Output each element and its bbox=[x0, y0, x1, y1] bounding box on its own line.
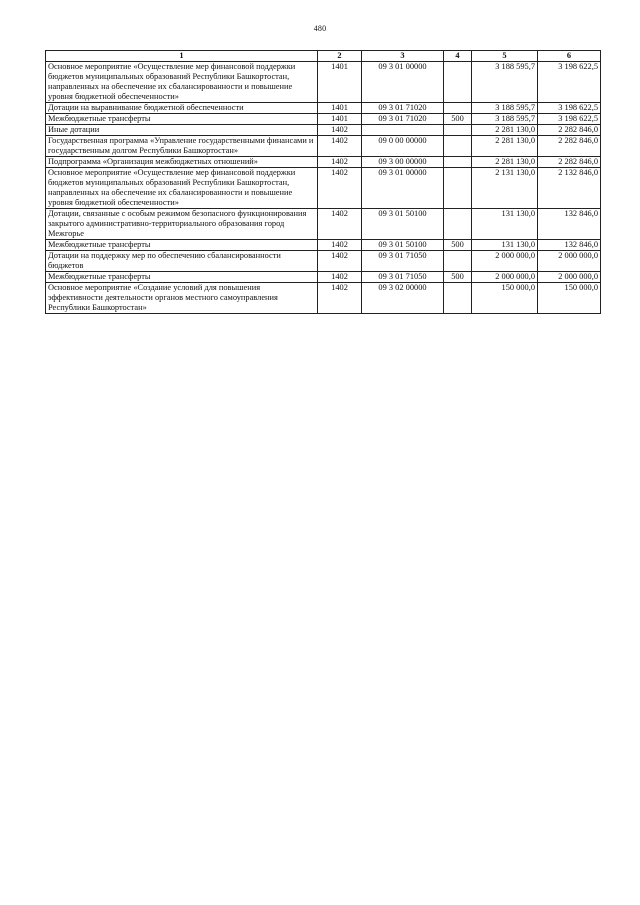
table-row bbox=[46, 125, 601, 136]
table-row bbox=[46, 103, 601, 114]
row-value-1: 2 281 130,0 bbox=[472, 136, 538, 157]
row-value-2: 132 846,0 bbox=[538, 209, 601, 240]
row-value-2: 132 846,0 bbox=[538, 240, 601, 251]
row-target: 09 3 02 00000 bbox=[362, 283, 444, 314]
row-target: 09 3 00 00000 bbox=[362, 157, 444, 168]
row-value-2: 2 000 000,0 bbox=[538, 272, 601, 283]
table-row bbox=[46, 114, 601, 125]
table-row bbox=[46, 272, 601, 283]
column-header: 4 bbox=[444, 51, 472, 62]
row-name: Подпрограмма «Организация межбюджетных отношений» bbox=[46, 157, 318, 168]
table-row bbox=[46, 283, 601, 314]
row-type bbox=[444, 62, 472, 103]
row-code: 1402 bbox=[318, 251, 362, 272]
table-row bbox=[46, 157, 601, 168]
row-type bbox=[444, 209, 472, 240]
row-name: Межбюджетные трансферты bbox=[46, 114, 318, 125]
row-name: Основное мероприятие «Осуществление мер финансовой поддержки бюджетов муниципальных образований Республики Башкортостан, направленных на обеспечение их сбалансированности и повышение уровня бюджетной обеспеченности» bbox=[46, 168, 318, 209]
row-type bbox=[444, 168, 472, 209]
row-name: Дотации, связанные с особым режимом безопасного функционирования закрытого административно-территориального образования город Межгорье bbox=[46, 209, 318, 240]
row-value-2: 2 282 846,0 bbox=[538, 136, 601, 157]
row-target: 09 3 01 71020 bbox=[362, 114, 444, 125]
row-value-2: 3 198 622,5 bbox=[538, 114, 601, 125]
row-target: 09 0 00 00000 bbox=[362, 136, 444, 157]
row-code: 1402 bbox=[318, 272, 362, 283]
row-value-1: 3 188 595,7 bbox=[472, 114, 538, 125]
row-code: 1402 bbox=[318, 168, 362, 209]
row-target: 09 3 01 71050 bbox=[362, 251, 444, 272]
row-type bbox=[444, 125, 472, 136]
column-header: 5 bbox=[472, 51, 538, 62]
row-code: 1401 bbox=[318, 103, 362, 114]
row-value-1: 2 000 000,0 bbox=[472, 272, 538, 283]
row-code: 1401 bbox=[318, 62, 362, 103]
column-header: 1 bbox=[46, 51, 318, 62]
row-type: 500 bbox=[444, 240, 472, 251]
page-number: 480 bbox=[313, 24, 327, 33]
row-value-1: 131 130,0 bbox=[472, 240, 538, 251]
table-row bbox=[46, 209, 601, 240]
row-value-1: 2 000 000,0 bbox=[472, 251, 538, 272]
row-type bbox=[444, 136, 472, 157]
row-value-2: 3 198 622,5 bbox=[538, 62, 601, 103]
row-value-1: 3 188 595,7 bbox=[472, 103, 538, 114]
row-value-2: 150 000,0 bbox=[538, 283, 601, 314]
row-value-1: 3 188 595,7 bbox=[472, 62, 538, 103]
row-value-1: 2 281 130,0 bbox=[472, 125, 538, 136]
table-row bbox=[46, 251, 601, 272]
budget-table bbox=[45, 50, 601, 314]
row-value-2: 3 198 622,5 bbox=[538, 103, 601, 114]
row-name: Основное мероприятие «Создание условий для повышения эффективности деятельности органов местного самоуправления Республики Башкортостан» bbox=[46, 283, 318, 314]
row-value-1: 150 000,0 bbox=[472, 283, 538, 314]
row-code: 1402 bbox=[318, 136, 362, 157]
row-target bbox=[362, 125, 444, 136]
column-header: 6 bbox=[538, 51, 601, 62]
row-code: 1401 bbox=[318, 114, 362, 125]
row-type: 500 bbox=[444, 272, 472, 283]
row-name: Дотации на выравнивание бюджетной обеспеченности bbox=[46, 103, 318, 114]
row-value-1: 2 131 130,0 bbox=[472, 168, 538, 209]
row-name: Основное мероприятие «Осуществление мер финансовой поддержки бюджетов муниципальных образований Республики Башкортостан, направленных на обеспечение их сбалансированности и повышение уровня бюджетной обеспеченности» bbox=[46, 62, 318, 103]
row-target: 09 3 01 50100 bbox=[362, 240, 444, 251]
row-type bbox=[444, 157, 472, 168]
row-name: Межбюджетные трансферты bbox=[46, 272, 318, 283]
row-value-2: 2 282 846,0 bbox=[538, 125, 601, 136]
row-type: 500 bbox=[444, 114, 472, 125]
table-row bbox=[46, 62, 601, 103]
row-name: Иные дотации bbox=[46, 125, 318, 136]
table-row bbox=[46, 136, 601, 157]
row-type bbox=[444, 251, 472, 272]
row-value-1: 2 281 130,0 bbox=[472, 157, 538, 168]
row-value-2: 2 282 846,0 bbox=[538, 157, 601, 168]
row-target: 09 3 01 50100 bbox=[362, 209, 444, 240]
row-target: 09 3 01 00000 bbox=[362, 168, 444, 209]
row-type bbox=[444, 283, 472, 314]
row-name: Государственная программа «Управление государственными финансами и государственным долгом Республики Башкортостан» bbox=[46, 136, 318, 157]
table-row bbox=[46, 168, 601, 209]
row-name: Межбюджетные трансферты bbox=[46, 240, 318, 251]
column-header: 3 bbox=[362, 51, 444, 62]
row-value-2: 2 000 000,0 bbox=[538, 251, 601, 272]
row-target: 09 3 01 00000 bbox=[362, 62, 444, 103]
row-value-2: 2 132 846,0 bbox=[538, 168, 601, 209]
row-type bbox=[444, 103, 472, 114]
row-code: 1402 bbox=[318, 283, 362, 314]
row-code: 1402 bbox=[318, 209, 362, 240]
row-target: 09 3 01 71050 bbox=[362, 272, 444, 283]
table-row bbox=[46, 240, 601, 251]
row-code: 1402 bbox=[318, 125, 362, 136]
row-name: Дотации на поддержку мер по обеспечению сбалансированности бюджетов bbox=[46, 251, 318, 272]
row-code: 1402 bbox=[318, 240, 362, 251]
table-header-row bbox=[46, 51, 601, 62]
row-code: 1402 bbox=[318, 157, 362, 168]
row-value-1: 131 130,0 bbox=[472, 209, 538, 240]
column-header: 2 bbox=[318, 51, 362, 62]
row-target: 09 3 01 71020 bbox=[362, 103, 444, 114]
